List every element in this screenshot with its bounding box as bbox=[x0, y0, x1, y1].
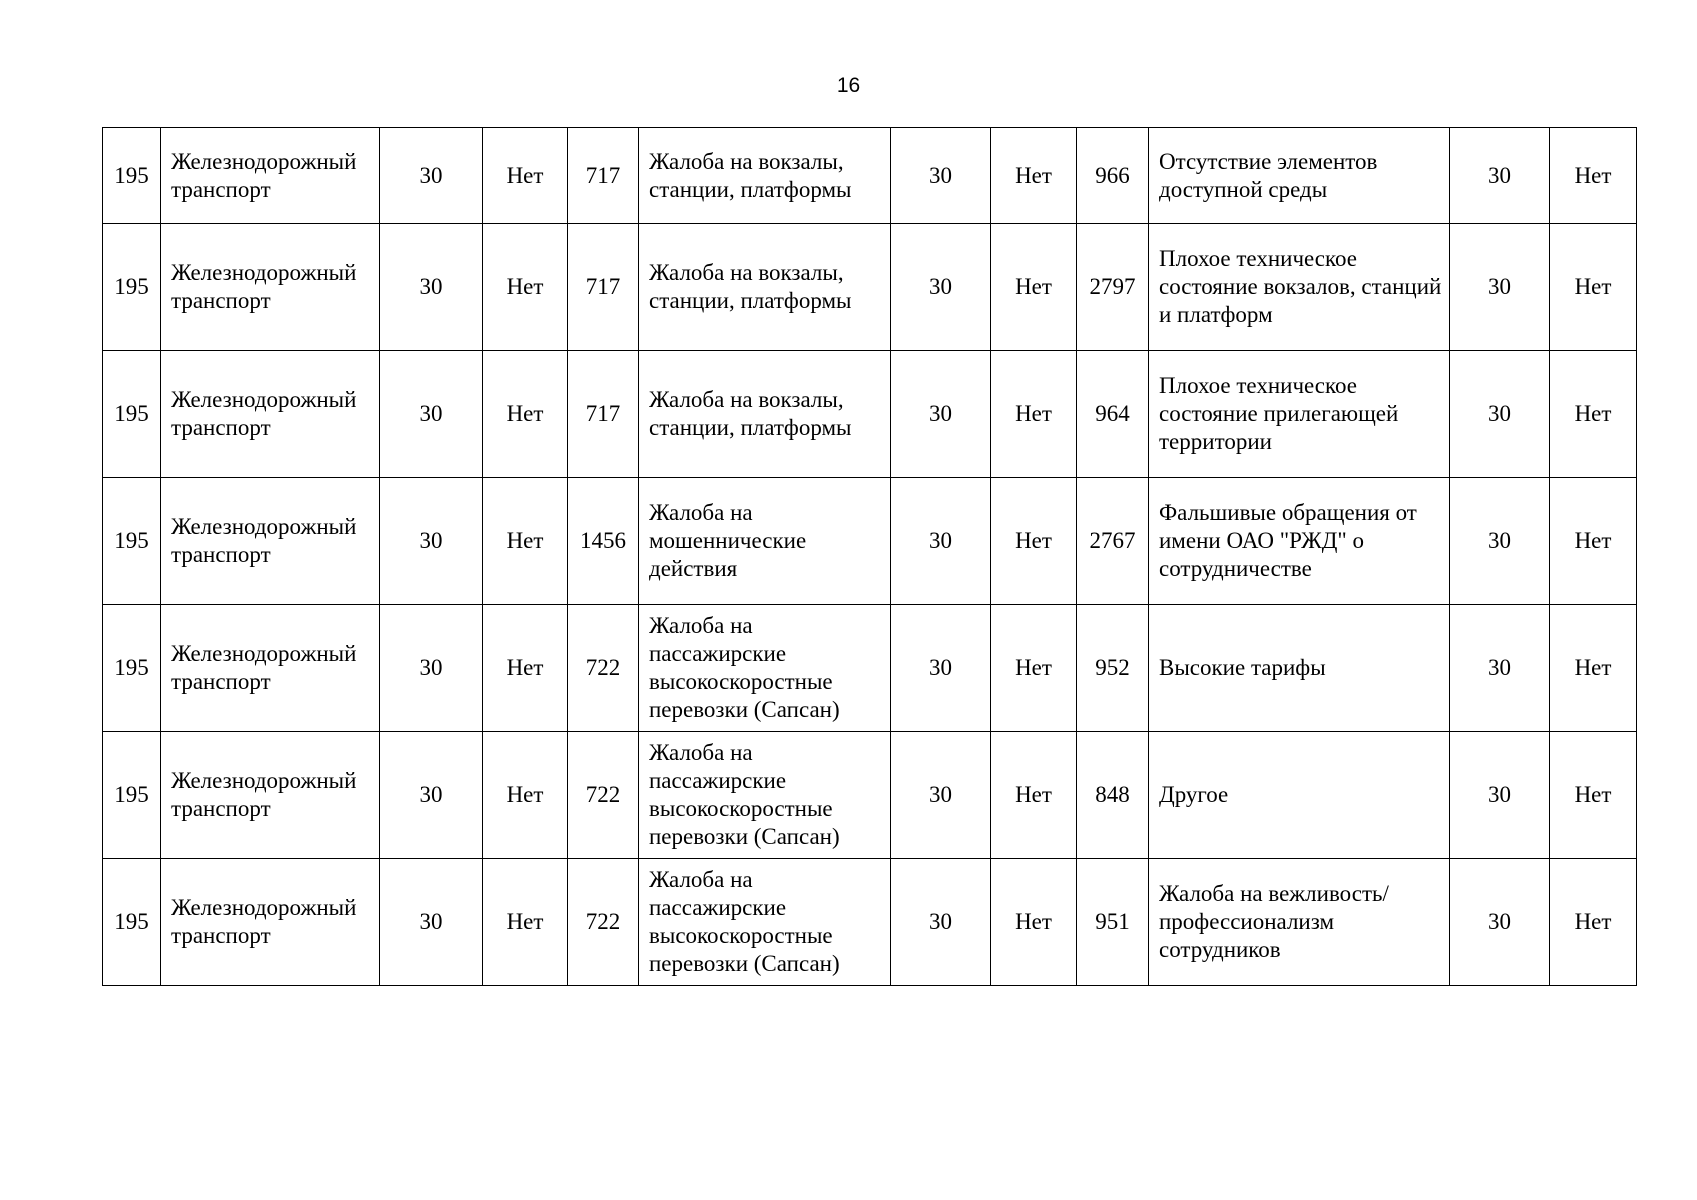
subcode-cell: 722 bbox=[568, 605, 639, 732]
topic-cell: Плохое техническое состояние вокзалов, станций и платформ bbox=[1149, 224, 1450, 351]
table-body bbox=[103, 128, 1637, 986]
table-row bbox=[103, 478, 1637, 605]
category-cell: Железнодорожный транспорт bbox=[161, 351, 380, 478]
category-cell: Железнодорожный транспорт bbox=[161, 732, 380, 859]
subcategory-cell: Жалоба на вокзалы, станции, платформы bbox=[639, 351, 891, 478]
flag-cell: Нет bbox=[483, 224, 568, 351]
flag-cell: Нет bbox=[483, 351, 568, 478]
subcode-cell: 722 bbox=[568, 859, 639, 986]
subterm-cell: 30 bbox=[891, 478, 991, 605]
code-cell: 195 bbox=[103, 351, 161, 478]
table-row bbox=[103, 351, 1637, 478]
subflag-cell: Нет bbox=[991, 224, 1077, 351]
subcode-cell: 717 bbox=[568, 128, 639, 224]
data-table bbox=[102, 127, 1637, 986]
subcategory-cell: Жалоба на мошеннические действия bbox=[639, 478, 891, 605]
topic-flag-cell: Нет bbox=[1550, 859, 1637, 986]
subflag-cell: Нет bbox=[991, 732, 1077, 859]
term-cell: 30 bbox=[380, 732, 483, 859]
topic-flag-cell: Нет bbox=[1550, 732, 1637, 859]
subcode-cell: 717 bbox=[568, 224, 639, 351]
subterm-cell: 30 bbox=[891, 859, 991, 986]
code-cell: 195 bbox=[103, 224, 161, 351]
term-cell: 30 bbox=[380, 128, 483, 224]
subcategory-cell: Жалоба на пассажирские высокоскоростные перевозки (Сапсан) bbox=[639, 605, 891, 732]
topic-code-cell: 966 bbox=[1077, 128, 1149, 224]
topic-cell: Высокие тарифы bbox=[1149, 605, 1450, 732]
topic-flag-cell: Нет bbox=[1550, 128, 1637, 224]
category-cell: Железнодорожный транспорт bbox=[161, 859, 380, 986]
code-cell: 195 bbox=[103, 478, 161, 605]
flag-cell: Нет bbox=[483, 128, 568, 224]
topic-code-cell: 2797 bbox=[1077, 224, 1149, 351]
topic-cell: Жалоба на вежливость/профессионализм сотрудников bbox=[1149, 859, 1450, 986]
page-number: 16 bbox=[836, 74, 861, 97]
subflag-cell: Нет bbox=[991, 128, 1077, 224]
subterm-cell: 30 bbox=[891, 605, 991, 732]
subcategory-cell: Жалоба на вокзалы, станции, платформы bbox=[639, 224, 891, 351]
term-cell: 30 bbox=[380, 478, 483, 605]
topic-flag-cell: Нет bbox=[1550, 351, 1637, 478]
topic-term-cell: 30 bbox=[1450, 351, 1550, 478]
topic-code-cell: 951 bbox=[1077, 859, 1149, 986]
subcategory-cell: Жалоба на пассажирские высокоскоростные перевозки (Сапсан) bbox=[639, 859, 891, 986]
topic-term-cell: 30 bbox=[1450, 859, 1550, 986]
topic-flag-cell: Нет bbox=[1550, 478, 1637, 605]
flag-cell: Нет bbox=[483, 478, 568, 605]
table-row bbox=[103, 224, 1637, 351]
table-row bbox=[103, 605, 1637, 732]
code-cell: 195 bbox=[103, 605, 161, 732]
topic-code-cell: 2767 bbox=[1077, 478, 1149, 605]
code-cell: 195 bbox=[103, 732, 161, 859]
term-cell: 30 bbox=[380, 859, 483, 986]
table-row bbox=[103, 732, 1637, 859]
term-cell: 30 bbox=[380, 605, 483, 732]
topic-cell: Фальшивые обращения от имени ОАО "РЖД" о сотрудничестве bbox=[1149, 478, 1450, 605]
code-cell: 195 bbox=[103, 128, 161, 224]
table-row bbox=[103, 128, 1637, 224]
topic-cell: Другое bbox=[1149, 732, 1450, 859]
flag-cell: Нет bbox=[483, 859, 568, 986]
topic-flag-cell: Нет bbox=[1550, 224, 1637, 351]
topic-term-cell: 30 bbox=[1450, 732, 1550, 859]
topic-code-cell: 964 bbox=[1077, 351, 1149, 478]
category-cell: Железнодорожный транспорт bbox=[161, 478, 380, 605]
subcode-cell: 717 bbox=[568, 351, 639, 478]
term-cell: 30 bbox=[380, 224, 483, 351]
topic-flag-cell: Нет bbox=[1550, 605, 1637, 732]
category-cell: Железнодорожный транспорт bbox=[161, 128, 380, 224]
category-cell: Железнодорожный транспорт bbox=[161, 224, 380, 351]
topic-cell: Отсутствие элементов доступной среды bbox=[1149, 128, 1450, 224]
topic-code-cell: 848 bbox=[1077, 732, 1149, 859]
flag-cell: Нет bbox=[483, 732, 568, 859]
subterm-cell: 30 bbox=[891, 732, 991, 859]
subterm-cell: 30 bbox=[891, 351, 991, 478]
topic-term-cell: 30 bbox=[1450, 224, 1550, 351]
subflag-cell: Нет bbox=[991, 605, 1077, 732]
table-row bbox=[103, 859, 1637, 986]
subflag-cell: Нет bbox=[991, 478, 1077, 605]
topic-cell: Плохое техническое состояние прилегающей территории bbox=[1149, 351, 1450, 478]
topic-term-cell: 30 bbox=[1450, 128, 1550, 224]
flag-cell: Нет bbox=[483, 605, 568, 732]
subcode-cell: 722 bbox=[568, 732, 639, 859]
subflag-cell: Нет bbox=[991, 859, 1077, 986]
subflag-cell: Нет bbox=[991, 351, 1077, 478]
topic-code-cell: 952 bbox=[1077, 605, 1149, 732]
topic-term-cell: 30 bbox=[1450, 478, 1550, 605]
subcategory-cell: Жалоба на пассажирские высокоскоростные перевозки (Сапсан) bbox=[639, 732, 891, 859]
subcode-cell: 1456 bbox=[568, 478, 639, 605]
subterm-cell: 30 bbox=[891, 128, 991, 224]
category-cell: Железнодорожный транспорт bbox=[161, 605, 380, 732]
subterm-cell: 30 bbox=[891, 224, 991, 351]
subcategory-cell: Жалоба на вокзалы, станции, платформы bbox=[639, 128, 891, 224]
term-cell: 30 bbox=[380, 351, 483, 478]
topic-term-cell: 30 bbox=[1450, 605, 1550, 732]
code-cell: 195 bbox=[103, 859, 161, 986]
